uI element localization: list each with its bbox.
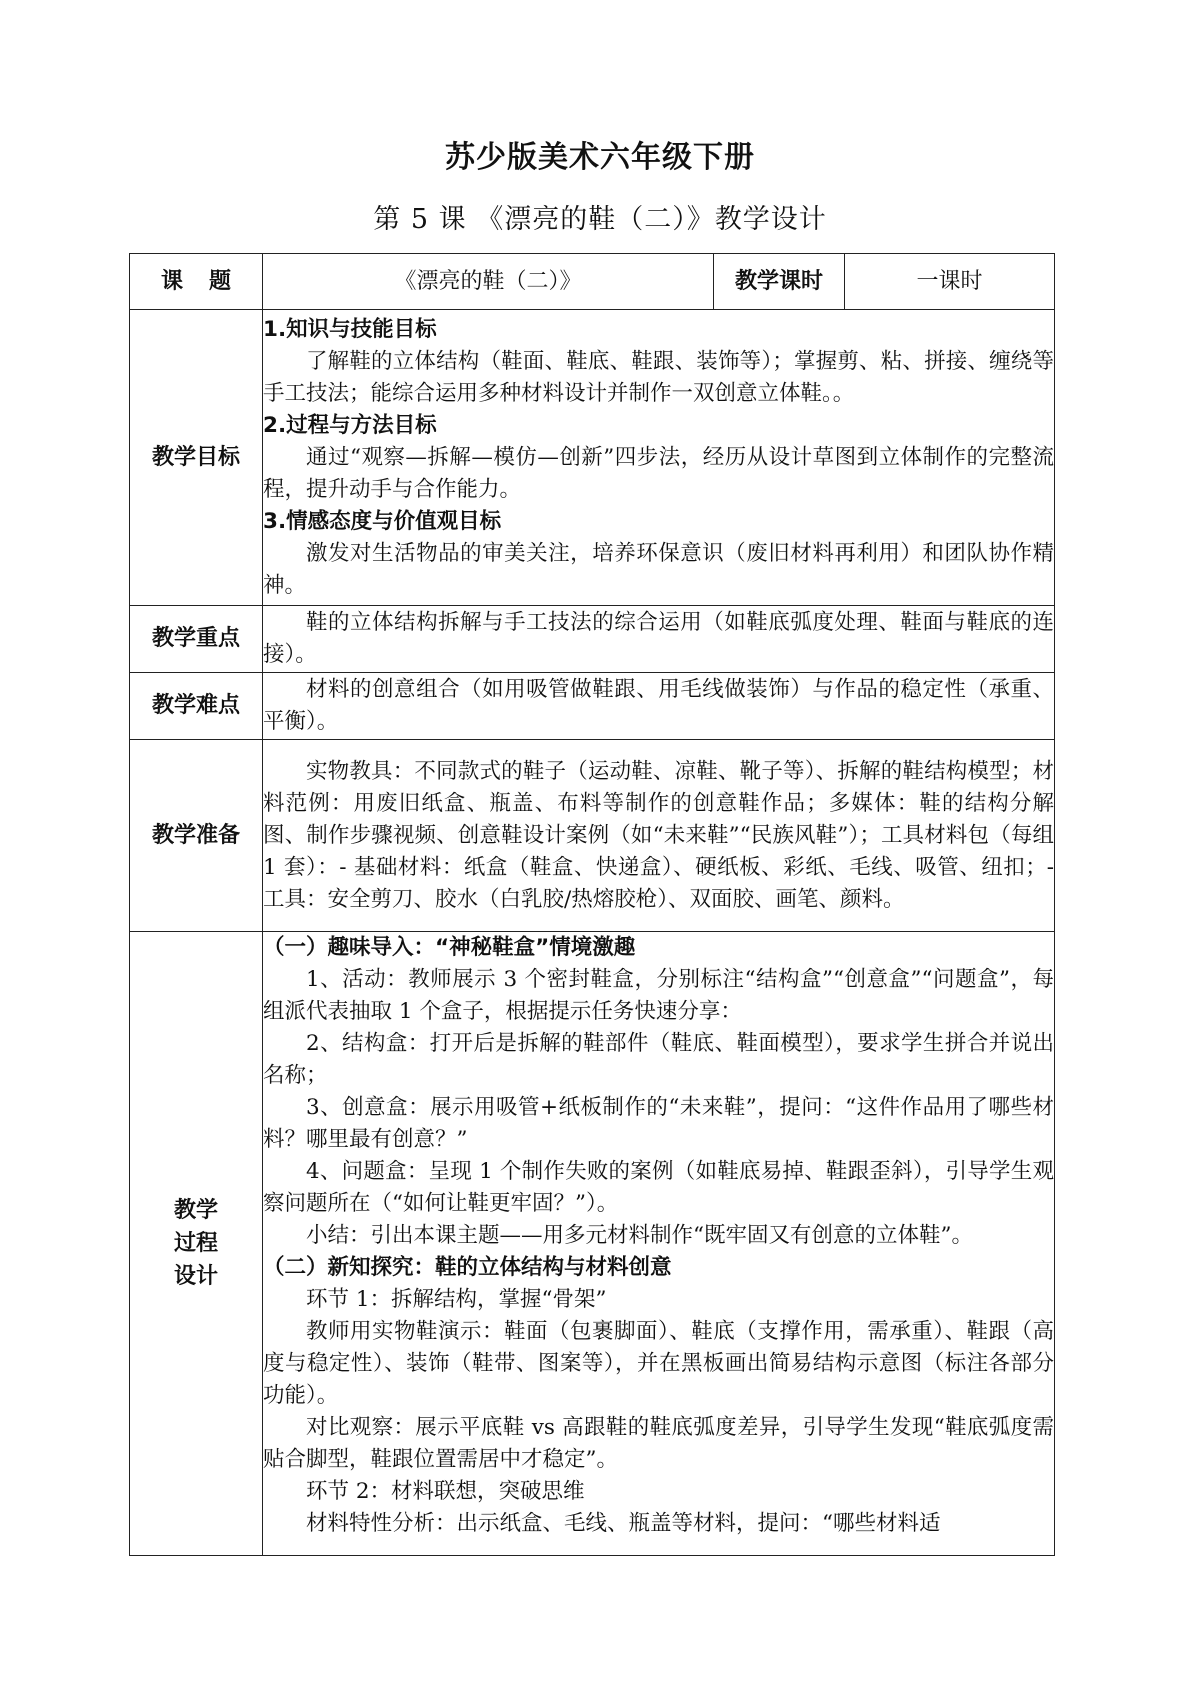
process-label-line3: 设计	[173, 1264, 218, 1289]
process-part1-title: （一）趣味导入：“神秘鞋盒”情境激趣	[263, 935, 636, 960]
process-text-1: 1、活动：教师展示 3 个密封鞋盒，分别标注“结构盒”“创意盒”“问题盒”，每组派代表抽取 1 个盒子，根据提示任务快速分享：	[263, 967, 1054, 1024]
process-text-2: 2、结构盒：打开后是拆解的鞋部件（鞋底、鞋面模型），要求学生拼合并说出名称；	[263, 1031, 1054, 1088]
process-text-5: 小结：引出本课主题——用多元材料制作“既牢固又有创意的立体鞋”。	[306, 1223, 973, 1248]
preparation-text: 实物教具：不同款式的鞋子（运动鞋、凉鞋、靴子等）、拆解的鞋结构模型；材料范例：用废旧纸盒、瓶盖、布料等制作的创意鞋作品；多媒体：鞋的结构分解图、制作步骤视频、创意鞋设计案例（如“未来鞋”“民族风鞋”）；工具材料包（每组 1 套）：- 基础材料：纸盒（鞋盒、快递盒）、硬纸板、彩纸、毛线、吸管、纽扣；- 工具：安全剪刀、胶水（白乳胶/热熔胶枪）、双面胶、画笔、颜料。	[263, 758, 1054, 912]
lesson-plan-table	[129, 253, 1055, 1556]
objectives-content	[263, 310, 1055, 606]
key-points-label: 教学重点	[130, 606, 263, 673]
row-objectives	[130, 310, 1055, 606]
process-text-4: 4、问题盒：呈现 1 个制作失败的案例（如鞋底易掉、鞋跟歪斜），引导学生观察问题所在（“如何让鞋更牢固？”）。	[263, 1159, 1054, 1216]
process-content	[263, 932, 1055, 1556]
difficulties-label: 教学难点	[130, 673, 263, 740]
process-text-6: 环节 1：拆解结构，掌握“骨架”	[306, 1287, 607, 1312]
process-text-10: 材料特性分析：出示纸盒、毛线、瓶盖等材料，提问：“哪些材料适	[306, 1511, 941, 1536]
hours-label: 教学课时	[714, 254, 845, 310]
document-title: 苏少版美术六年级下册	[445, 140, 755, 175]
process-label-line1: 教学	[173, 1198, 218, 1223]
process-label-line2: 过程	[173, 1231, 218, 1256]
objectives-label: 教学目标	[130, 310, 263, 606]
objective-heading-2: 2.过程与方法目标	[263, 412, 437, 438]
objective-text-1: 了解鞋的立体结构（鞋面、鞋底、鞋跟、装饰等）；掌握剪、粘、拼接、缠绕等手工技法；能综合运用多种材料设计并制作一双创意立体鞋。。	[263, 348, 1054, 406]
row-process	[130, 932, 1055, 1556]
objective-heading-3: 3.情感态度与价值观目标	[263, 508, 502, 534]
objective-text-3: 激发对生活物品的审美关注，培养环保意识（废旧材料再利用）和团队协作精神。	[263, 540, 1054, 598]
preparation-label: 教学准备	[130, 740, 263, 932]
process-part2-title: （二）新知探究：鞋的立体结构与材料创意	[263, 1255, 672, 1280]
process-text-7: 教师用实物鞋演示：鞋面（包裹脚面）、鞋底（支撑作用，需承重）、鞋跟（高度与稳定性）、装饰（鞋带、图案等），并在黑板画出简易结构示意图（标注各部分功能）。	[263, 1319, 1054, 1408]
row-topic	[130, 254, 1055, 310]
process-text-9: 环节 2：材料联想，突破思维	[306, 1479, 585, 1504]
hours-value: 一课时	[845, 254, 1055, 310]
document-subtitle: 第 5 课 《漂亮的鞋（二）》教学设计	[373, 204, 827, 235]
key-points-text: 鞋的立体结构拆解与手工技法的综合运用（如鞋底弧度处理、鞋面与鞋底的连接）。	[263, 610, 1054, 667]
row-difficulties	[130, 673, 1055, 740]
topic-label-part1: 课	[160, 268, 183, 294]
process-text-3: 3、创意盒：展示用吸管+纸板制作的“未来鞋”，提问：“这件作品用了哪些材料？哪里最有创意？”	[263, 1095, 1054, 1152]
row-key-points	[130, 606, 1055, 673]
objective-text-2: 通过“观察—拆解—模仿—创新”四步法，经历从设计草图到立体制作的完整流程，提升动手与合作能力。	[263, 444, 1054, 502]
row-preparation	[130, 740, 1055, 932]
topic-label-part2: 题	[209, 268, 232, 294]
topic-label	[130, 254, 263, 310]
process-text-8: 对比观察：展示平底鞋 vs 高跟鞋的鞋底弧度差异，引导学生发现“鞋底弧度需贴合脚型，鞋跟位置需居中才稳定”。	[263, 1415, 1054, 1472]
difficulties-text: 材料的创意组合（如用吸管做鞋跟、用毛线做装饰）与作品的稳定性（承重、平衡）。	[263, 677, 1054, 734]
process-label	[130, 932, 263, 1556]
objective-heading-1: 1.知识与技能目标	[263, 316, 437, 342]
topic-value: 《漂亮的鞋（二）》	[263, 254, 714, 310]
